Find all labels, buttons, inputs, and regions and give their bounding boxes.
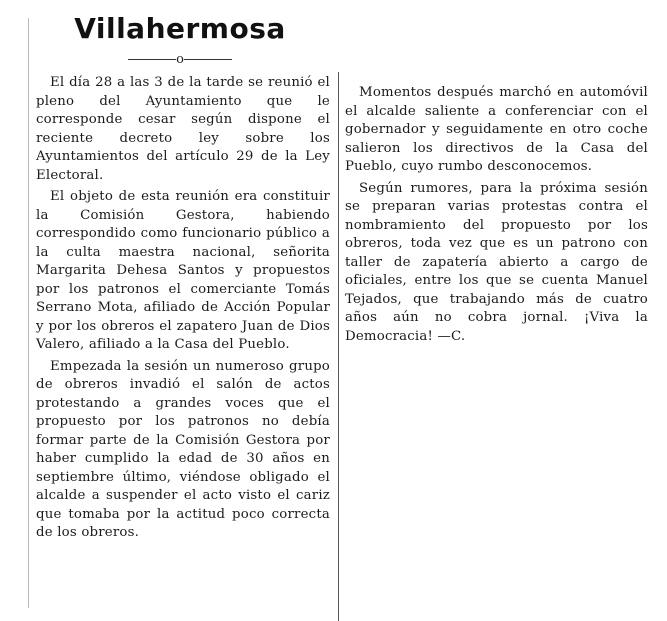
paragraph: El objeto de esta reunión era constituir la Comisión Gestora, habiendo correspondido como funcionario público a la culta maestra nacional, señorita Margarita Dehesa Santos y propuestos por los patronos el comerciante Tomás Serrano Mota, afiliado de Acción Popular y por los obreros el zapatero Juan de Dios Valero, afiliado a la Casa del Pueblo. xyxy=(36,189,330,352)
paragraph: El día 28 a las 3 de la tarde se reunió el pleno del Ayuntamiento que le corresponde cesar según dispone el reciente decreto ley sobre los Ayuntamientos del artículo 29 de la Ley Electoral. xyxy=(36,75,330,183)
cut-off-text-line xyxy=(40,612,330,621)
left-margin-rule xyxy=(28,18,29,608)
left-column xyxy=(36,74,330,546)
right-column xyxy=(345,84,648,349)
paragraph: Momentos después marchó en automóvil el alcalde saliente a conferenciar con el gobernador y seguidamente en otro coche salieron los directivos de la Casa del Pueblo, cuyo rumbo desconocemos. xyxy=(345,85,648,174)
paragraph: Empezada la sesión un numeroso grupo de obreros invadió el salón de actos protestando a grandes voces que el propuesto por los patronos no debía formar parte de la Comisión Gestora por haber cumplido la edad de 30 años en septiembre último, viéndose obligado el alcalde a suspender el acto visto el cariz que tomaba por la actitud poco correcta de los obreros. xyxy=(36,358,330,540)
article-title: Villahermosa xyxy=(74,12,286,45)
paragraph: Según rumores, para la próxima sesión se preparan varias protestas contra el nombramiento del propuesto por los obreros, toda vez que es un patrono con taller de zapatería abierto a cargo de oficiales, entre los que se cuenta Manuel Tejados, que trabajando más de cuatro años aún no cobra jornal. ¡Viva la Democracia! —C. xyxy=(345,180,648,344)
title-ornament: o xyxy=(30,52,330,67)
column-divider xyxy=(338,72,339,621)
